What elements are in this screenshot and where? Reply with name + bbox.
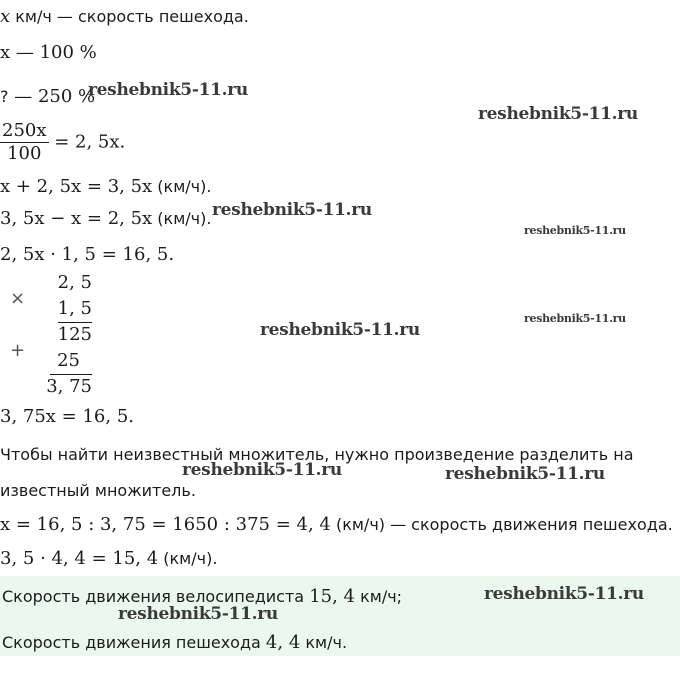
- variable-x: x: [0, 6, 11, 27]
- line-math: 3, 5x − x = 2, 5x: [0, 208, 153, 229]
- solution-line-4: [0, 120, 125, 165]
- solution-line-5: [0, 176, 211, 198]
- multiplicand: 2, 5: [57, 272, 92, 293]
- watermark: reshebnik5-11.ru: [260, 320, 420, 340]
- fraction-numerator: 250x: [2, 120, 47, 141]
- answer-text: Скорость движения пешехода: [2, 633, 266, 652]
- answer-line-2: [2, 632, 347, 654]
- watermark: reshebnik5-11.ru: [212, 200, 372, 220]
- times-sign: ×: [10, 288, 26, 309]
- watermark: reshebnik5-11.ru: [88, 80, 248, 100]
- line-math: x = 16, 5 : 3, 75 = 1650 : 375 = 4, 4: [0, 514, 331, 535]
- unit-text: (км/ч).: [158, 549, 218, 568]
- line-math: = 2, 5x.: [48, 131, 126, 153]
- fraction-denominator: 100: [7, 143, 42, 164]
- fraction: [0, 120, 49, 165]
- solution-line-2: x — 100 %: [0, 42, 97, 63]
- answer-text: Скорость движения велосипедиста: [2, 587, 310, 606]
- answer-unit: км/ч.: [300, 633, 348, 652]
- solution-line-6: [0, 208, 211, 230]
- line-math: — 250 %: [8, 86, 96, 107]
- column-result: 3, 75: [46, 376, 92, 397]
- partial-product-2: 25: [57, 350, 80, 371]
- column-line: [58, 322, 92, 323]
- line-math: 3, 5 · 4, 4 = 15, 4: [0, 548, 159, 569]
- rule-text-line-2: известный множитель.: [0, 481, 196, 500]
- solution-line-11: [0, 514, 673, 536]
- unit-text: (км/ч).: [152, 209, 212, 228]
- unit-text: (км/ч).: [152, 177, 212, 196]
- line-math: x + 2, 5x = 3, 5x: [0, 176, 153, 197]
- solution-line-12: [0, 548, 217, 570]
- watermark: reshebnik5-11.ru: [118, 604, 278, 624]
- answer-value: 15, 4: [309, 586, 355, 607]
- solution-line-8: 3, 75x = 16, 5.: [0, 406, 134, 427]
- answer-unit: км/ч;: [355, 587, 403, 606]
- solution-line-7: 2, 5x · 1, 5 = 16, 5.: [0, 244, 175, 265]
- watermark: reshebnik5-11.ru: [524, 224, 626, 237]
- line-text: км/ч — скорость пешехода.: [10, 7, 249, 26]
- line-text: (км/ч) — скорость движения пешехода.: [330, 515, 673, 534]
- column-line: [50, 374, 92, 375]
- watermark: reshebnik5-11.ru: [445, 464, 605, 484]
- rule-text-line-1: Чтобы найти неизвестный множитель, нужно произведение разделить на: [0, 445, 634, 464]
- watermark: reshebnik5-11.ru: [182, 460, 342, 480]
- answer-value: 4, 4: [265, 632, 301, 653]
- partial-product-1: 125: [57, 324, 92, 345]
- question-mark: ?: [0, 87, 9, 106]
- plus-sign: +: [10, 340, 26, 361]
- watermark: reshebnik5-11.ru: [478, 104, 638, 124]
- watermark: reshebnik5-11.ru: [524, 312, 626, 325]
- solution-line-1: [0, 6, 249, 28]
- multiplier: 1, 5: [57, 298, 92, 319]
- solution-line-3: [0, 86, 95, 108]
- watermark: reshebnik5-11.ru: [484, 584, 644, 604]
